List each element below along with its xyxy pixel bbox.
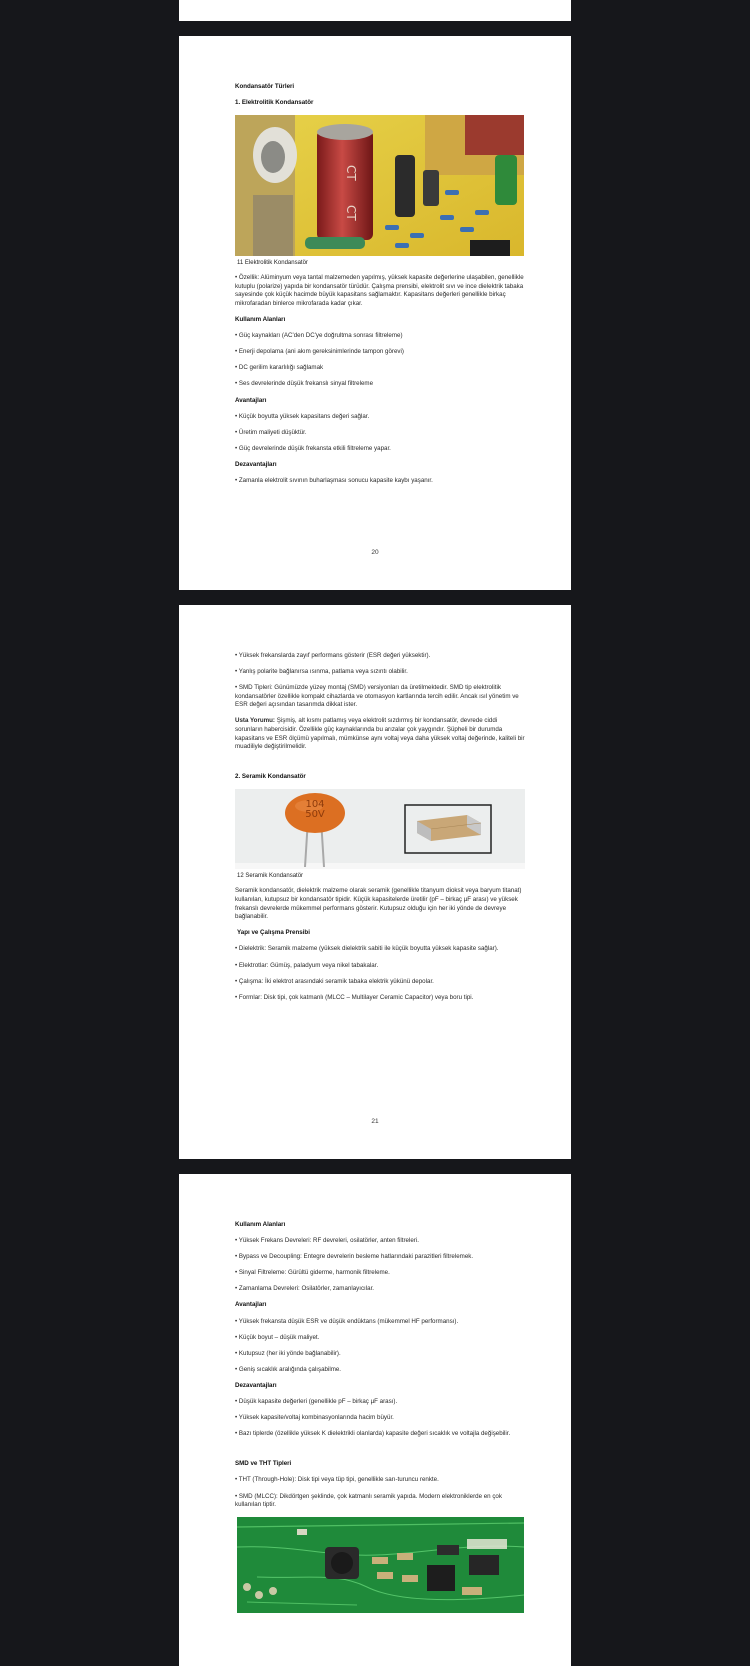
ceramic-marking-voltage: 50V — [305, 809, 325, 821]
page-number: 21 — [371, 1118, 379, 1125]
list-item: • THT (Through-Hole): Disk tipi veya tüp tipi, genellikle sarı-turuncu renkte. — [235, 1476, 439, 1484]
list-item: • Sinyal Filtreleme: Gürültü giderme, harmonik filtreleme. — [235, 1269, 390, 1277]
ceramic-marking-value: 104 — [305, 799, 325, 811]
smd-tht-title: SMD ve THT Tipleri — [235, 1460, 292, 1468]
page-top-partial — [179, 0, 571, 21]
list-item: • Zamanla elektrolit sıvının buharlaşması sonucu kapasite kaybı yaşanır. — [235, 477, 433, 484]
list-item: • Yanlış polarite bağlanırsa ısınma, patlama veya sızıntı olabilir. — [235, 668, 408, 676]
list-item: • Yüksek frekansta düşük ESR ve düşük endüktans (mükemmel HF performansı). — [235, 1317, 459, 1325]
ceramic-capacitor-photo — [235, 789, 525, 869]
list-item: • DC gerilim kararlılığı sağlamak — [235, 364, 324, 372]
electrolytic-capacitor-photo — [235, 115, 524, 256]
page-number: 20 — [371, 549, 379, 556]
disadvantages-title: Dezavantajları — [235, 460, 277, 468]
list-item: • Güç kaynakları (AC'den DC'ye doğrultma sonrası filtreleme) — [235, 332, 403, 340]
disadvantages-title: Dezavantajları — [235, 1381, 277, 1389]
list-item: • Yüksek Frekans Devreleri: RF devreleri, osilatörler, anten filtreleri. — [235, 1237, 419, 1245]
master-comment — [235, 717, 525, 751]
pcb-smd-photo — [237, 1517, 524, 1613]
list-item: • Yüksek kapasite/voltaj kombinasyonlarında hacim büyür. — [235, 1414, 394, 1422]
list-item: • Çalışma: İki elektrot arasındaki seramik tabaka elektrik yükünü depolar. — [235, 977, 434, 985]
list-item: • Güç devrelerinde düşük frekansta etkili filtreleme yapar. — [235, 444, 391, 452]
subsection-title: 1. Elektrolitik Kondansatör — [235, 99, 314, 107]
figure-caption: 11 Elektrolitik Kondansatör — [237, 260, 308, 267]
document-page-22 — [179, 1174, 571, 1666]
list-item: • Dielektrik: Seramik malzeme (yüksek dielektrik sabiti ile küçük boyutta yüksek kapasite sağlar). — [235, 945, 499, 953]
usage-title: Kullanım Alanları — [235, 316, 286, 324]
description-paragraph: • Özellik: Alüminyum veya tantal malzemeden yapılmış, yüksek kapasite değerlerine ulaşabilen, genellikle kutuplu (polarize) yapıda bir kondansatör türüdür. Çalışma prensibi, elektrolit sıvı ve ince dielektrik tabaka sayesinde çok küçük hacimde büyük kapasitans sağlamaktır. Kapasitans değerleri genellikle birkaç mikrofaradan binlerce mikrofarada kadar çıkar. — [235, 274, 524, 307]
usage-title: Kullanım Alanları — [235, 1221, 286, 1228]
list-item: • Enerji depolama (ani akım gereksinimlerinde tampon görevi) — [235, 348, 404, 356]
structure-title: Yapı ve Çalışma Prensibi — [237, 929, 310, 937]
capacitor-marking: CT — [344, 165, 358, 181]
list-item: • Geniş sıcaklık aralığında çalışabilme. — [235, 1365, 342, 1373]
list-item: • SMD (MLCC): Dikdörtgen şeklinde, çok katmanlı seramik yapıda. Modern elektroniklerde en çok kullanılan tiptir. — [235, 1492, 502, 1509]
figure-caption: 12 Seramik Kondansatör — [237, 873, 304, 880]
list-item: • Yüksek frekanslarda zayıf performans gösterir (ESR değeri yüksektir). — [235, 652, 431, 659]
advantages-title: Avantajları — [235, 1301, 267, 1309]
list-item: • Küçük boyut – düşük maliyet. — [235, 1333, 320, 1341]
subsection-title: 2. Seramik Kondansatör — [235, 773, 306, 781]
capacitor-marking-2: CT — [344, 205, 358, 221]
list-item: • Küçük boyutta yüksek kapasitans değeri sağlar. — [235, 412, 370, 420]
list-item: • Zamanlama Devreleri: Osilatörler, zamanlayıcılar. — [235, 1285, 375, 1293]
list-item: • Üretim maliyeti düşüktür. — [235, 428, 307, 436]
section-title: Kondansatör Türleri — [235, 83, 295, 90]
master-comment-text: Şişmiş, alt kısmı patlamış veya elektrolit sızdırmış bir kondansatör, devrede ciddi sorunların habercisidir. Özellikle güç kaynaklarında bu arızalar çok yaygındır. Şüpheli bir durumda kapasitans ve ESR ölçümü yapılmalı, mümkünse aynı voltaj veya daha yüksek voltaj değerinde, kaliteli bir muadiliyle değiştirilmelidir. — [235, 717, 525, 751]
list-item: • SMD Tipleri: Günümüzde yüzey montaj (SMD) versiyonları da üretilmektedir. SMD tip elektrolitik kondansatörler özellikle kompakt cihazlarda ve otomasyon kartlarında tercih edilir. Ancak ısıl yönetim ve ESR değeri açısından tasarımda dikkat ister. — [235, 684, 519, 709]
document-page-21 — [179, 605, 571, 1159]
document-page-20 — [179, 36, 571, 590]
list-item: • Formlar: Disk tipi, çok katmanlı (MLCC – Multilayer Ceramic Capacitor) veya boru tipi. — [235, 993, 474, 1001]
list-item: • Bazı tiplerde (özellikle yüksek K dielektrikli olanlarda) kapasite değeri sıcaklık ve voltajla değişebilir. — [235, 1430, 511, 1438]
advantages-title: Avantajları — [235, 396, 267, 404]
description-paragraph: Seramik kondansatör, dielektrik malzeme olarak seramik (genellikle titanyum dioksit veya baryum titanat) kullanılan, kutupsuz bir kondansatör tipidir. Küçük kapasitelerde üretilir (pF – birkaç µF arası) ve yüksek frekanslı devrelerde mükemmel performans gösterir. Kutupsuz olduğu için her iki yönde de devreye bağlanabilir. — [235, 887, 522, 921]
list-item: • Ses devrelerinde düşük frekanslı sinyal filtreleme — [235, 380, 374, 388]
master-comment-label: Usta Yorumu: — [235, 717, 275, 725]
list-item: • Düşük kapasite değerleri (genellikle pF – birkaç µF arası). — [235, 1398, 398, 1406]
list-item: • Elektrotlar: Gümüş, paladyum veya nikel tabakalar. — [235, 961, 379, 969]
list-item: • Bypass ve Decoupling: Entegre devrelerin besleme hatlarındaki parazitleri filtrelemek. — [235, 1253, 474, 1261]
list-item: • Kutupsuz (her iki yönde bağlanabilir). — [235, 1349, 341, 1357]
